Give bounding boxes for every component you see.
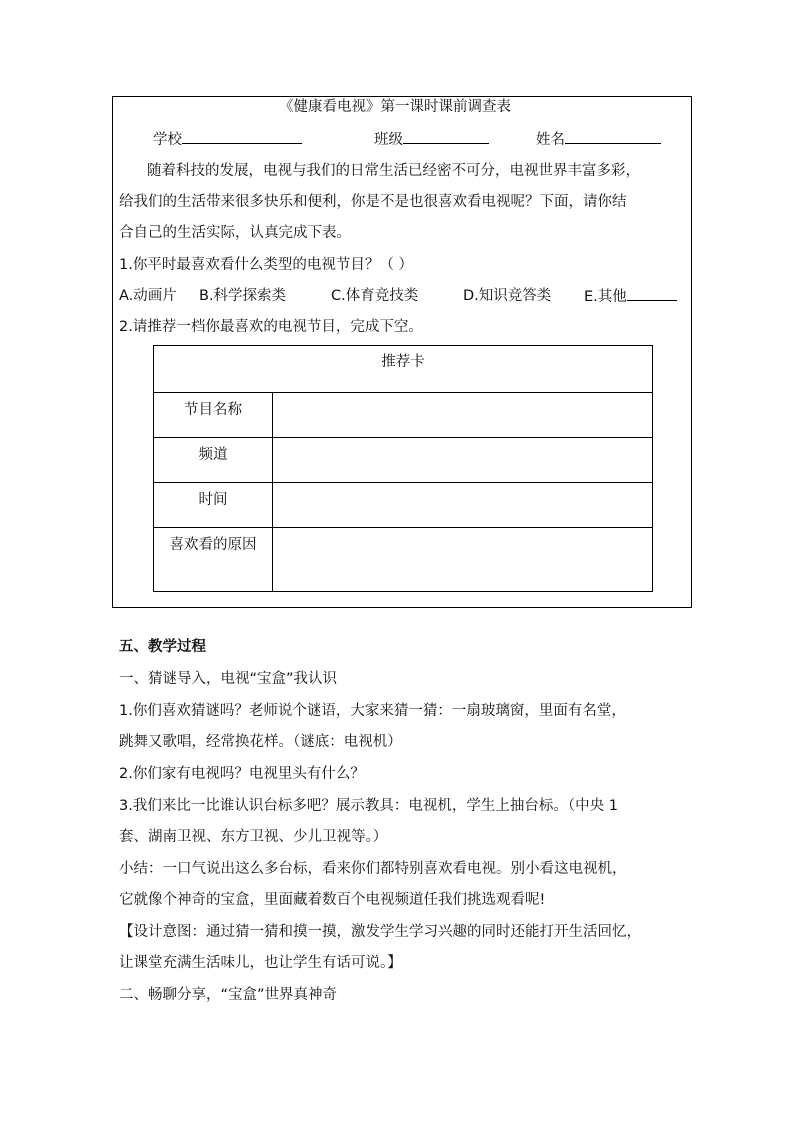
question-1: 1.你平时最喜欢看什么类型的电视节目？（ ） xyxy=(119,257,413,273)
option-d: D.知识竞答类 xyxy=(463,288,552,304)
class-blank[interactable] xyxy=(403,129,489,144)
paragraph-3-line-1: 3.我们来比一比谁认识台标多吧？展示教具：电视机，学生上抽台标。（中央 1 xyxy=(119,798,618,814)
paragraph-1-line-1: 1.你们喜欢猜谜吗？老师说个谜语，大家来猜一猜：一扇玻璃窗，里面有名堂， xyxy=(119,703,626,719)
option-b: B.科学探索类 xyxy=(199,288,287,304)
option-e-label: E.其他 xyxy=(584,289,627,305)
card-label-program-name: 节目名称 xyxy=(154,393,273,438)
intro-line-3: 合自己的生活实际，认真完成下表。 xyxy=(119,225,351,241)
class-label: 班级 xyxy=(374,132,403,148)
name-label: 姓名 xyxy=(536,132,565,148)
option-e xyxy=(584,286,677,307)
name-field xyxy=(536,129,661,150)
card-label-reason: 喜欢看的原因 xyxy=(154,528,273,592)
paragraph-2: 2.你们家有电视吗？电视里头有什么？ xyxy=(119,766,365,782)
survey-title: 《健康看电视》第一课时课前调查表 xyxy=(279,99,511,115)
card-input-channel[interactable] xyxy=(273,438,653,483)
name-blank[interactable] xyxy=(565,129,661,144)
school-blank[interactable] xyxy=(182,129,302,144)
summary-line-2: 它就像个神奇的宝盒，里面藏着数百个电视频道任我们挑选观看呢! xyxy=(119,892,546,908)
school-label: 学校 xyxy=(153,132,182,148)
design-intent-line-1: 【设计意图：通过猜一猜和摸一摸，激发学生学习兴趣的同时还能打开生活回忆， xyxy=(119,924,641,940)
option-e-blank[interactable] xyxy=(627,286,677,301)
design-intent-line-2: 让课堂充满生活味儿，也让学生有话可说。】 xyxy=(119,955,402,971)
card-input-reason[interactable] xyxy=(273,528,653,592)
recommendation-card xyxy=(153,345,653,592)
card-title: 推荐卡 xyxy=(154,346,653,393)
paragraph-3-line-2: 套、湖南卫视、东方卫视、少儿卫视等。） xyxy=(119,829,388,845)
option-c: C.体育竞技类 xyxy=(331,288,419,304)
intro-line-1: 随着科技的发展，电视与我们的日常生活已经密不可分，电视世界丰富多彩， xyxy=(147,163,640,179)
card-input-time[interactable] xyxy=(273,483,653,528)
question-2: 2.请推荐一档你最喜欢的电视节目，完成下空。 xyxy=(119,319,423,335)
paragraph-1-line-2: 跳舞又歌唱，经常换花样。（谜底：电视机） xyxy=(119,734,402,750)
summary-line-1: 小结：一口气说出这么多台标，看来你们都特别喜欢看电视。别小看这电视机， xyxy=(119,861,627,877)
section-heading: 五、教学过程 xyxy=(119,639,206,655)
card-label-channel: 频道 xyxy=(154,438,273,483)
intro-line-2: 给我们的生活带来很多快乐和便利，你是不是也很喜欢看电视呢？下面，请你结 xyxy=(119,194,627,210)
part-2-title: 二、畅聊分享，“宝盒”世界真神奇 xyxy=(119,987,338,1003)
school-field xyxy=(153,129,302,150)
option-a: A.动画片 xyxy=(119,288,177,304)
part-1-title: 一、猜谜导入，电视“宝盒”我认识 xyxy=(119,671,338,687)
class-field xyxy=(374,129,489,150)
card-input-program-name[interactable] xyxy=(273,393,653,438)
card-label-time: 时间 xyxy=(154,483,273,528)
